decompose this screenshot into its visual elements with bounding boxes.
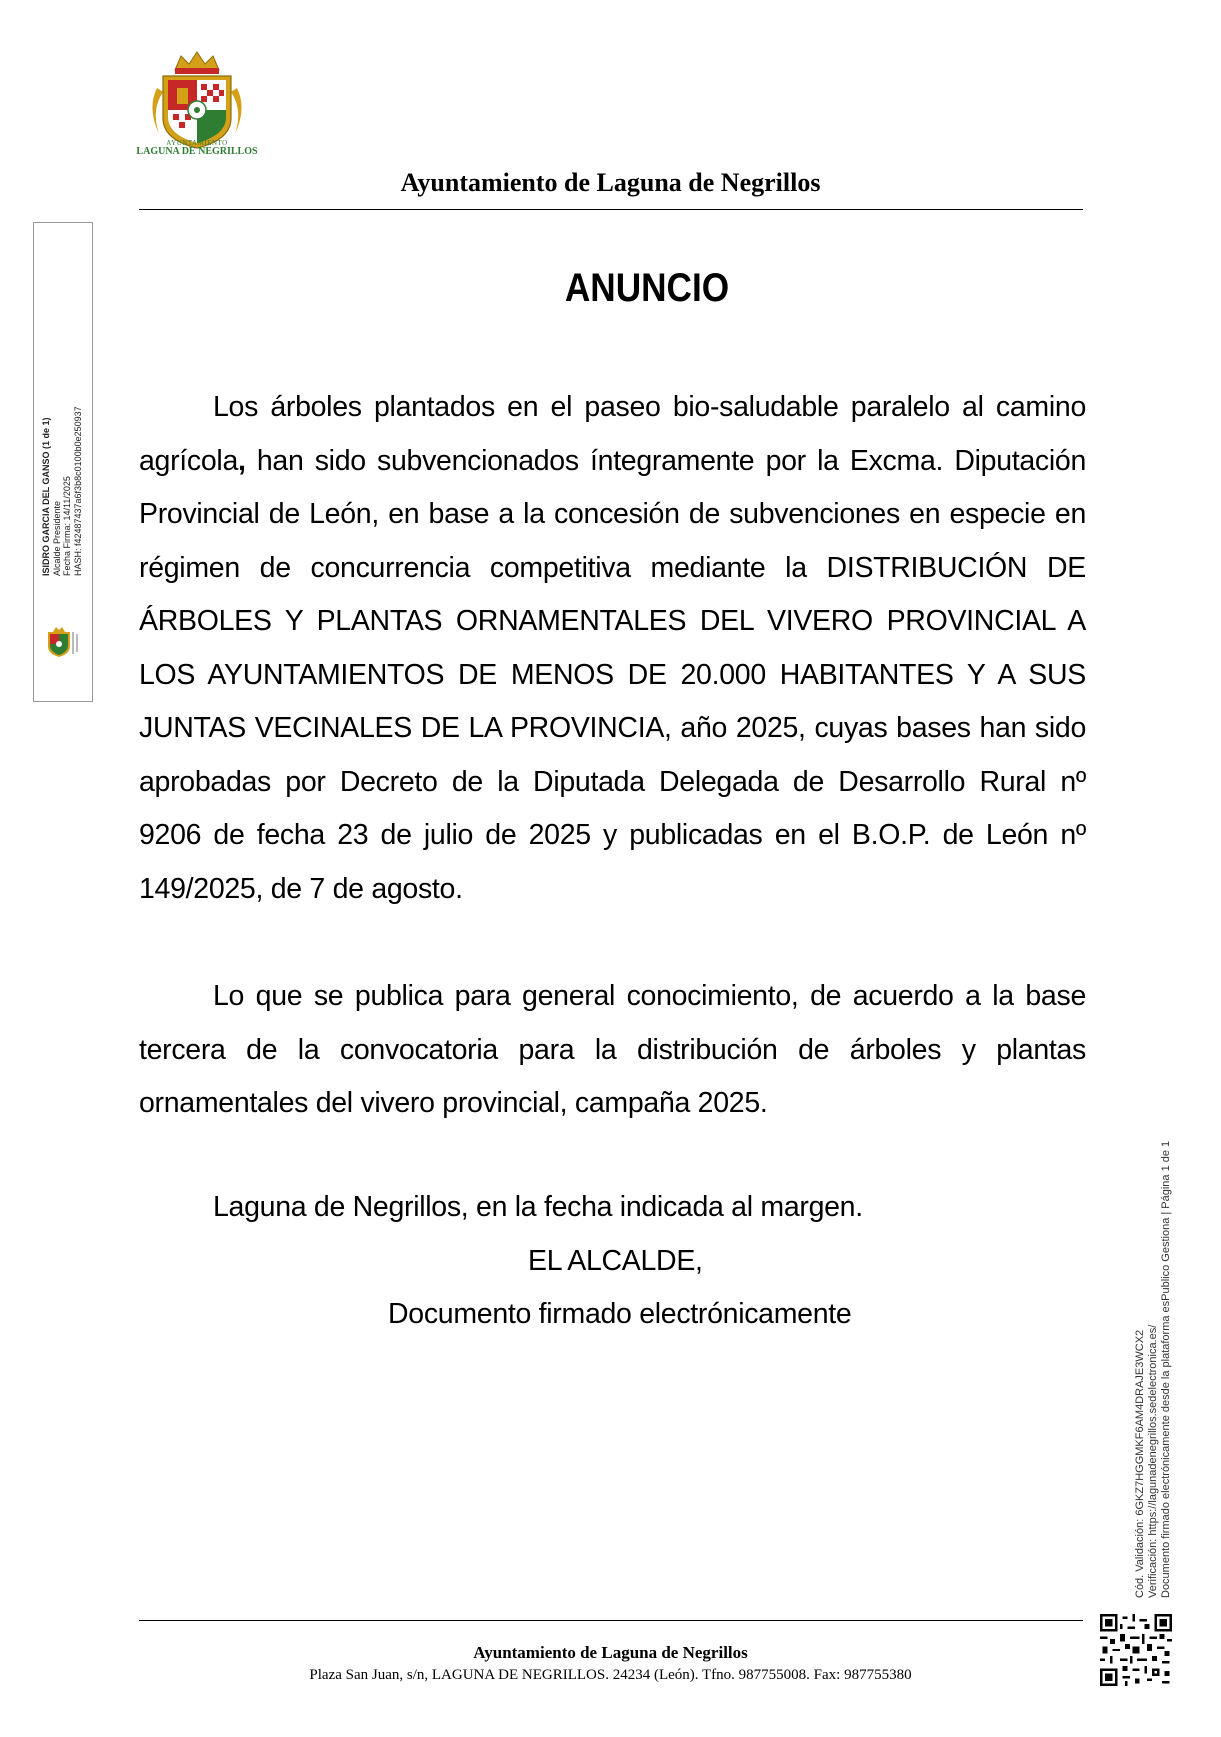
signature-hash: HASH: f42487437a6f3b8c0100b0e250937	[72, 406, 83, 576]
signer-role: Alcalde Presidente	[51, 500, 62, 576]
logo-caption	[130, 140, 264, 158]
header-divider	[139, 209, 1083, 210]
footer-title: Ayuntamiento de Laguna de Negrillos	[473, 1643, 748, 1662]
footer-divider	[139, 1620, 1083, 1621]
validation-code: Cód. Validación: 6GKZ7HGGMKF6AM4DRAJE3WCX2	[1134, 1329, 1146, 1598]
logo-caption-line1: AYUNTAMIENTO	[166, 139, 228, 147]
signer-name: ISIDRO GARCIA DEL GANSO (1 de 1)	[41, 417, 51, 576]
signed-electronically-note: Documento firmado electrónicamente	[388, 1298, 852, 1330]
stamp-logo-icon	[40, 624, 86, 660]
signer-title: EL ALCALDE,	[528, 1245, 703, 1277]
signature-stamp	[37, 360, 87, 580]
header-title: Ayuntamiento de Laguna de Negrillos	[400, 168, 821, 197]
verification-info	[1126, 1080, 1176, 1600]
paragraph-2: Lo que se publica para general conocimiento, de acuerdo a la base tercera de la convocatoria para la distribución de árboles y plantas ornamentales del vivero provincial, campaña 2025.	[139, 980, 1086, 1119]
document-title: ANUNCIO	[564, 266, 730, 310]
logo-caption-line2: LAGUNA DE NEGRILLOS	[136, 146, 258, 158]
paragraph-1-part-2: han sido subvencionados íntegramente por la Excma. Diputación Provincial de León, en base a la concesión de subvenciones en especie en régimen de concurrencia competitiva mediante la DISTRIBUCIÓN DE ÁRBOLES Y PLANTAS ORNAMENTALES DEL VIVERO PROVINCIAL A LOS AYUNTAMIENTOS DE MENOS DE 20.000 HABITANTES Y A SUS JUNTAS VECINALES DE LA PROVINCIA, año 2025, cuyas bases han sido aprobadas por Decreto de la Diputada Delegada de Desarrollo Rural nº 9206 de fecha 23 de julio de 2025 y publicadas en el B.O.P. de León nº 149/2025, de 7 de agosto.	[139, 444, 1086, 905]
paragraph-1	[139, 381, 1086, 916]
paragraph-1-part-1: Los árboles plantados en el paseo bio-saludable paralelo al camino agrícola	[139, 391, 1086, 477]
platform-note: Documento firmado electrónicamente desde la plataforma esPublico Gestiona | Página 1 de 1	[1160, 1140, 1172, 1598]
paragraph-1-bold-comma: ,	[238, 444, 246, 477]
footer-address: Plaza San Juan, s/n, LAGUNA DE NEGRILLOS. 24234 (León). Tfno. 987755008. Fax: 987755380	[309, 1667, 912, 1683]
place-date: Laguna de Negrillos, en la fecha indicada al margen.	[213, 1191, 863, 1223]
signature-date: Fecha Firma: 14/11/2025	[62, 476, 72, 576]
verification-url: Verificación: https://lagunadenegrillos.sedelectronica.es/	[1147, 1324, 1159, 1598]
